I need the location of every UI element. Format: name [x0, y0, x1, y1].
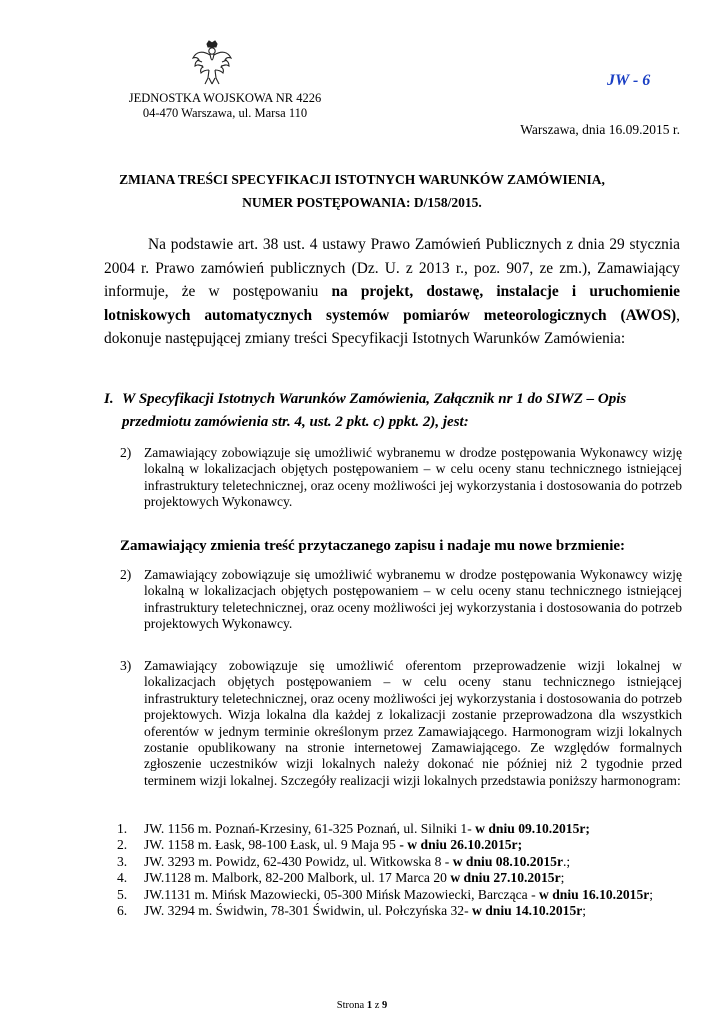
page-footer [0, 1000, 724, 1011]
site-visit-schedule [117, 821, 682, 919]
current-page: 1 [366, 1000, 373, 1011]
page-label: Strona [336, 1000, 365, 1011]
new-item-2 [120, 567, 682, 633]
section-heading-line-1: W Specyfikacji Istotnych Warunków Zamówienia, Załącznik nr 1 do SIWZ – Opis [122, 391, 627, 407]
schedule-date: w dniu 14.10.2015r [472, 903, 583, 919]
schedule-date: w dniu 27.10.2015r [450, 870, 561, 886]
schedule-date: w dniu 08.10.2015r [452, 853, 563, 869]
total-pages: 9 [381, 1000, 388, 1011]
document-title-line-2: NUMER POSTĘPOWANIA: D/158/2015. [242, 195, 482, 210]
new-item-3 [120, 658, 682, 789]
old-item-2 [120, 445, 682, 511]
schedule-item [117, 837, 682, 853]
item-number: 2) [120, 567, 132, 582]
schedule-date: - w dniu 26.10.2015r; [399, 837, 523, 853]
intro-text-end: , dokonuje następującej zmiany treści Specyfikacji Istotnych Warunków Zamówienia: [104, 306, 680, 348]
schedule-location: JW. 1156 m. Poznań-Krzesiny, 61-325 Poznań, ul. Silniki 1- [144, 821, 476, 836]
military-unit-address [110, 91, 340, 121]
page-sep: z [374, 1000, 380, 1011]
item-number: 3) [120, 658, 132, 673]
unit-name-line: JEDNOSTKA WOJSKOWA NR 4226 [128, 91, 322, 105]
schedule-item [117, 821, 682, 837]
schedule-item [117, 886, 682, 903]
item-text: Zamawiający zobowiązuje się umożliwić oferentom przeprowadzenie wizji lokalnej w lokalizacjach objętych postępowaniem – w celu oceny stanu technicznego istniejącej infrastruktury teletechnicznej, oraz oceny możliwości jej wykorzystania i dostosowania do potrzeb projektowych. Wizja lokalna dla każdej z lokalizacji zostanie przeprowadzona dla wszystkich oferentów w jednym terminie określonym przez Zamawiającego. Harmonogram wizji lokalnych zostanie opublikowany na stronie internetowej Zamawiającego. Ze względów formalnych zgłoszenie uczestników wizji lokalnych należy dokonać nie później niż 2 tygodnie przed terminem wizji lokalnej. Szczegóły realizacji wizji lokalnych przedstawia poniższy harmonogram: [144, 658, 682, 788]
section-1-heading [104, 388, 680, 434]
schedule-item [117, 903, 682, 919]
intro-text: Na podstawie art. 38 ust. 4 ustawy Prawo Zamówień Publicznych z dnia 29 stycznia 2004 r. Prawo zamówień publicznych (Dz. U. z 2013 r., poz. 907, ze zm.), Zamawiający informuje, że w postępowaniu [104, 236, 680, 301]
schedule-punct: ; [560, 870, 565, 886]
schedule-number: 2. [117, 837, 128, 853]
item-text: Zamawiający zobowiązuje się umożliwić wybranemu w drodze postępowania Wykonawcy wizję lokalną w lokalizacjach objętych postępowaniem – w celu oceny stanu technicznego istniejącej infrastruktury teletechnicznej, oraz oceny możliwości jej wykorzystania i dostosowania do potrzeb projektowych Wykonawcy. [144, 445, 682, 510]
item-number: 2) [120, 445, 132, 460]
schedule-punct: ; [582, 903, 587, 919]
schedule-number: 1. [117, 821, 128, 836]
polish-eagle-emblem-icon [190, 40, 234, 86]
schedule-location: JW. 1158 m. Łask, 98-100 Łask, ul. 9 Maja 95 [144, 837, 400, 853]
schedule-date: w dniu 16.10.2015r [539, 886, 650, 902]
schedule-punct: .; [563, 853, 571, 869]
schedule-date: w dniu 09.10.2015r; [475, 821, 590, 836]
document-title-line-1: ZMIANA TREŚCI SPECYFIKACJI ISTOTNYCH WARUNKÓW ZAMÓWIENIA, [119, 172, 605, 187]
place-date: Warszawa, dnia 16.09.2015 r. [520, 122, 680, 137]
schedule-number: 3. [117, 853, 128, 869]
document-code: JW - 6 [607, 72, 651, 89]
unit-address-line: 04-470 Warszawa, ul. Marsa 110 [142, 106, 308, 120]
schedule-location: JW.1131 m. Mińsk Mazowiecki, 05-300 Mińsk Mazowiecki, Barcząca - [144, 886, 540, 902]
change-heading: Zamawiający zmienia treść przytaczanego zapisu i nadaje mu nowe brzmienie: [120, 538, 626, 554]
schedule-location: JW. 3293 m. Powidz, 62-430 Powidz, ul. Witkowska 8 - [144, 853, 453, 869]
intro-subject-bold: na projekt, dostawę, instalacje i uruchomienie lotniskowych automatycznych systemów pomiarów meteorologicznych (AWOS) [104, 283, 680, 324]
schedule-number: 4. [117, 870, 128, 886]
section-number: I. [104, 391, 114, 407]
schedule-item [117, 853, 682, 870]
item-text: Zamawiający zobowiązuje się umożliwić wybranemu w drodze postępowania Wykonawcy wizję lokalną w lokalizacjach objętych postępowaniem – w celu oceny stanu technicznego istniejącej infrastruktury teletechnicznej, oraz oceny możliwości jej wykorzystania i dostosowania do potrzeb projektowych Wykonawcy. [144, 567, 682, 632]
schedule-item [117, 870, 682, 886]
schedule-number: 5. [117, 886, 128, 902]
schedule-punct: ; [649, 886, 654, 902]
schedule-number: 6. [117, 903, 128, 919]
schedule-location: JW.1128 m. Malbork, 82-200 Malbork, ul. 17 Marca 20 [144, 870, 451, 886]
intro-paragraph [104, 233, 680, 351]
section-heading-line-2: przedmiotu zamówienia str. 4, ust. 2 pkt. c) ppkt. 2), jest: [122, 414, 469, 430]
schedule-location: JW. 3294 m. Świdwin, 78-301 Świdwin, ul. Połczyńska 32- [144, 903, 473, 919]
